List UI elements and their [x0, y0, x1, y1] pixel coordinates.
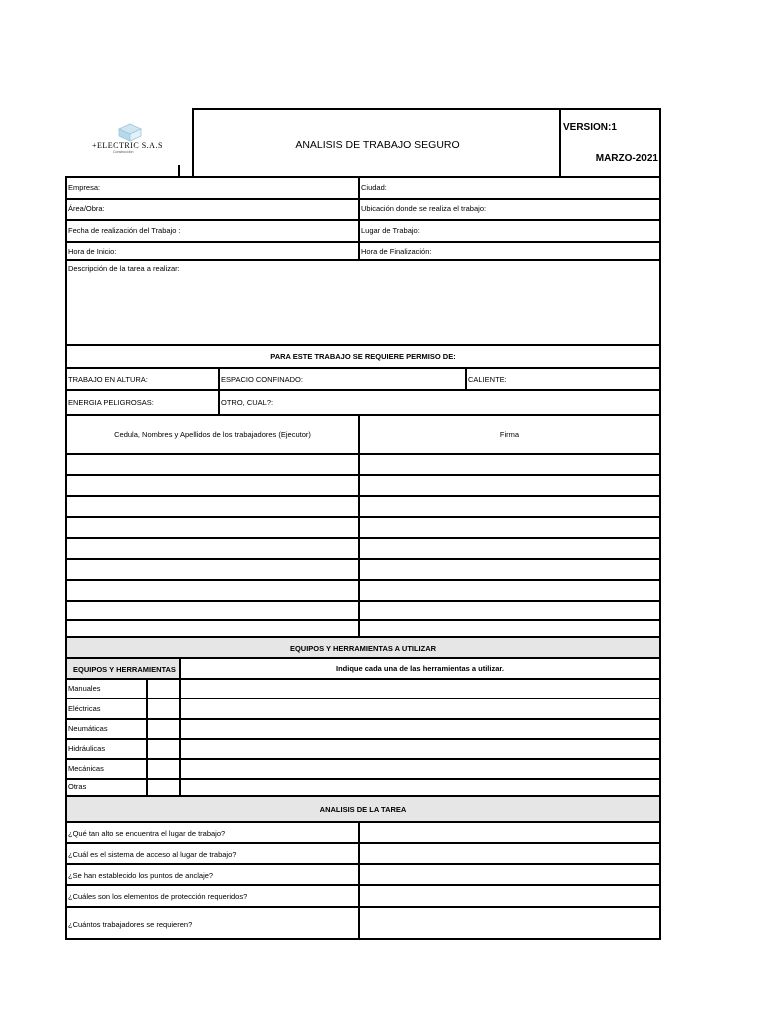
equipo-item-electricas: Eléctricas [68, 704, 101, 713]
analisis-table [65, 795, 661, 940]
equipo-item-otras: Otras [68, 782, 87, 791]
empresa-label: Empresa: [68, 183, 101, 192]
permiso-caliente-label: CALIENTE: [468, 375, 507, 384]
page-title: ANALISIS DE TRABAJO SEGURO [295, 139, 460, 151]
analisis-question: ¿Se han establecido los puntos de anclaje? [68, 871, 214, 880]
analisis-question: ¿Cuál es el sistema de acceso al lugar de trabajo? [68, 850, 237, 859]
company-logo-icon [115, 121, 145, 143]
lugar-label: Lugar de Trabajo: [361, 226, 420, 235]
equipo-item-neumaticas: Neumáticas [68, 724, 108, 733]
descripcion-label: Descripción de la tarea a realizar: [68, 264, 180, 273]
permiso-confinado-label: ESPACIO CONFINADO: [221, 375, 303, 384]
permiso-energia-label: ENERGIA PELIGROSAS: [68, 398, 154, 407]
ciudad-label: Ciudad: [361, 183, 387, 192]
equipo-item-manuales: Manuales [68, 684, 101, 693]
analisis-header: ANALISIS DE LA TAREA [319, 805, 407, 814]
company-logo-sub: Construcción [113, 150, 134, 154]
equipos-sub-left: EQUIPOS Y HERRAMIENTAS [73, 665, 176, 674]
workers-col-name: Cedula, Nombres y Apellidos de los trabajadores (Ejecutor) [114, 430, 311, 439]
version-cell [559, 108, 661, 178]
title-cell [192, 108, 561, 178]
equipos-header: EQUIPOS Y HERRAMIENTAS A UTILIZAR [289, 644, 437, 653]
ubicacion-label: Ubicación donde se realiza el trabajo: [361, 204, 487, 213]
workers-table [65, 414, 661, 638]
area-obra-label: Área/Obra: [68, 204, 105, 213]
analisis-question: ¿Cuáles son los elementos de protección requeridos? [68, 892, 248, 901]
permisos-table [65, 344, 661, 416]
company-logo-text: +ELECTRIC S.A.S [92, 141, 163, 150]
fecha-label: Fecha de realización del Trabajo : [68, 226, 181, 235]
version-label: VERSION:1 [563, 122, 617, 133]
analisis-question: ¿Qué tan alto se encuentra el lugar de trabajo? [68, 829, 226, 838]
permiso-otro-label: OTRO, CUAL?: [221, 398, 274, 407]
hora-fin-label: Hora de Finalización: [361, 247, 432, 256]
equipos-sub-right: Indique cada una de las herramientas a utilizar. [336, 664, 504, 673]
general-info-table [65, 176, 661, 346]
equipo-item-hidraulicas: Hidráulicas [68, 744, 106, 753]
workers-col-sign: Firma [499, 430, 520, 439]
version-date: MARZO-2021 [595, 153, 658, 164]
permiso-altura-label: TRABAJO EN ALTURA: [68, 375, 148, 384]
analisis-question: ¿Cuántos trabajadores se requieren? [68, 920, 193, 929]
permisos-header: PARA ESTE TRABAJO SE REQUIERE PERMISO DE: [270, 352, 456, 361]
logo-cell [65, 108, 193, 178]
hora-inicio-label: Hora de Inicio: [68, 247, 117, 256]
equipo-item-mecanicas: Mecánicas [68, 764, 104, 773]
equipos-table [65, 636, 661, 798]
